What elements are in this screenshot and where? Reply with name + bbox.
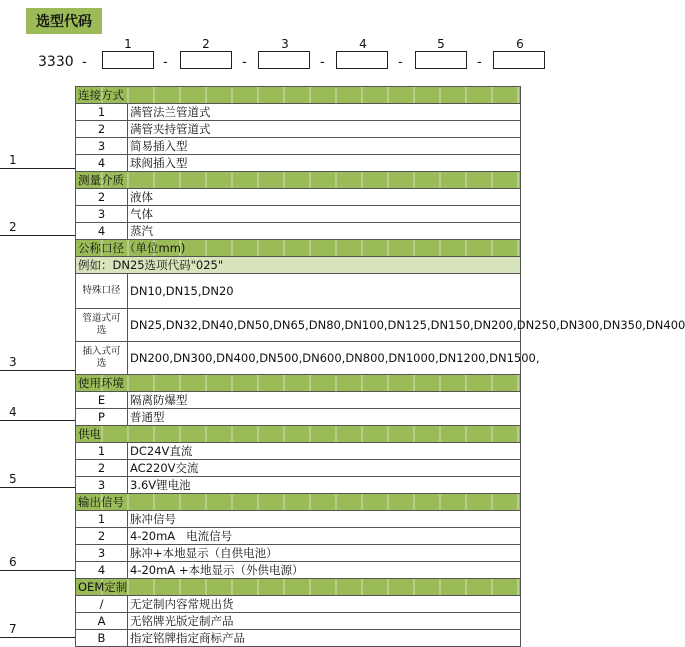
section-header-output: 输出信号 [76,494,521,511]
option-desc: 4-20mA 电流信号 [128,528,521,545]
option-desc: 满管夹持管道式 [128,121,521,138]
diameter-example-note: 例如：DN25选项代码"025" [76,257,521,274]
option-code: 2 [76,460,128,477]
section-header-medium: 测量介质 [76,172,521,189]
option-code: 4 [76,562,128,579]
position-number-4: 4 [359,37,367,51]
option-desc: 无定制内容常规出货 [128,596,521,613]
section-header-oem: OEM定制 [76,579,521,596]
side-marker-1 [0,153,75,169]
side-marker-6 [0,555,75,571]
side-marker-label: 7 [9,622,17,636]
side-marker-2 [0,220,75,236]
position-number-1: 1 [124,37,132,51]
code-box-2 [180,51,232,69]
selection-table [75,86,685,647]
position-number-6: 6 [516,37,524,51]
option-desc: 普通型 [128,409,521,426]
side-marker-label: 5 [9,472,17,486]
option-desc: 指定铭牌指定商标产品 [128,630,521,647]
position-number-5: 5 [437,37,445,51]
option-code: 4 [76,155,128,172]
option-code: 4 [76,223,128,240]
option-desc: DN25,DN32,DN40,DN50,DN65,DN80,DN100,DN125,DN150,DN200,DN250,DN300,DN350,DN400 [128,309,521,342]
section-header-diameter: 公称口径（单位mm) [76,240,521,257]
side-marker-label: 4 [9,405,17,419]
section-header-environment: 使用环境 [76,375,521,392]
option-code: 特殊口径 [76,274,128,309]
option-code: 3 [76,545,128,562]
code-separator: - [163,55,168,70]
option-code: 1 [76,443,128,460]
side-marker-5 [0,472,75,488]
option-desc: 无铭牌光版定制产品 [128,613,521,630]
code-separator: - [398,55,403,70]
option-code: 1 [76,104,128,121]
side-marker-label: 2 [9,220,17,234]
option-code: 3 [76,138,128,155]
option-desc: 简易插入型 [128,138,521,155]
option-desc: 蒸汽 [128,223,521,240]
code-box-1 [102,51,154,69]
option-code: 1 [76,511,128,528]
code-box-4 [336,51,388,69]
position-number-2: 2 [202,37,210,51]
section-title: 选型代码 [26,8,102,34]
option-desc: 脉冲信号 [128,511,521,528]
option-desc: 隔离防爆型 [128,392,521,409]
side-marker-7 [0,622,75,638]
option-code: A [76,613,128,630]
option-code: 插入式可选 [76,342,128,375]
option-desc: 液体 [128,189,521,206]
option-code: / [76,596,128,613]
side-marker-label: 3 [9,355,17,369]
side-marker-label: 1 [9,153,17,167]
option-code: 3 [76,206,128,223]
code-separator: - [242,55,247,70]
option-code: 管道式可选 [76,309,128,342]
option-code: 2 [76,189,128,206]
model-prefix: 3330 [38,54,74,70]
option-desc: AC220V交流 [128,460,521,477]
option-desc: 3.6V锂电池 [128,477,521,494]
code-separator: - [320,55,325,70]
option-desc: DN200,DN300,DN400,DN500,DN600,DN800,DN1000,DN1200,DN1500, [128,342,521,375]
option-desc: 满管法兰管道式 [128,104,521,121]
side-marker-4 [0,405,75,421]
code-box-5 [415,51,467,69]
option-desc: 脉冲+本地显示（自供电池） [128,545,521,562]
option-code: 2 [76,121,128,138]
option-desc: 4-20mA +本地显示（外供电源） [128,562,521,579]
option-code: 2 [76,528,128,545]
section-header-connection: 连接方式 [76,87,521,104]
side-marker-label: 6 [9,555,17,569]
option-desc: DC24V直流 [128,443,521,460]
option-code: B [76,630,128,647]
position-number-3: 3 [281,37,289,51]
code-separator: - [477,55,482,70]
option-desc: DN10,DN15,DN20 [128,274,521,309]
code-box-3 [258,51,310,69]
code-box-6 [493,51,545,69]
option-desc: 球阀插入型 [128,155,521,172]
option-code: 3 [76,477,128,494]
code-separator: - [82,55,87,70]
option-code: P [76,409,128,426]
section-header-power: 供电 [76,426,521,443]
option-code: E [76,392,128,409]
side-marker-3 [0,355,75,371]
option-desc: 气体 [128,206,521,223]
